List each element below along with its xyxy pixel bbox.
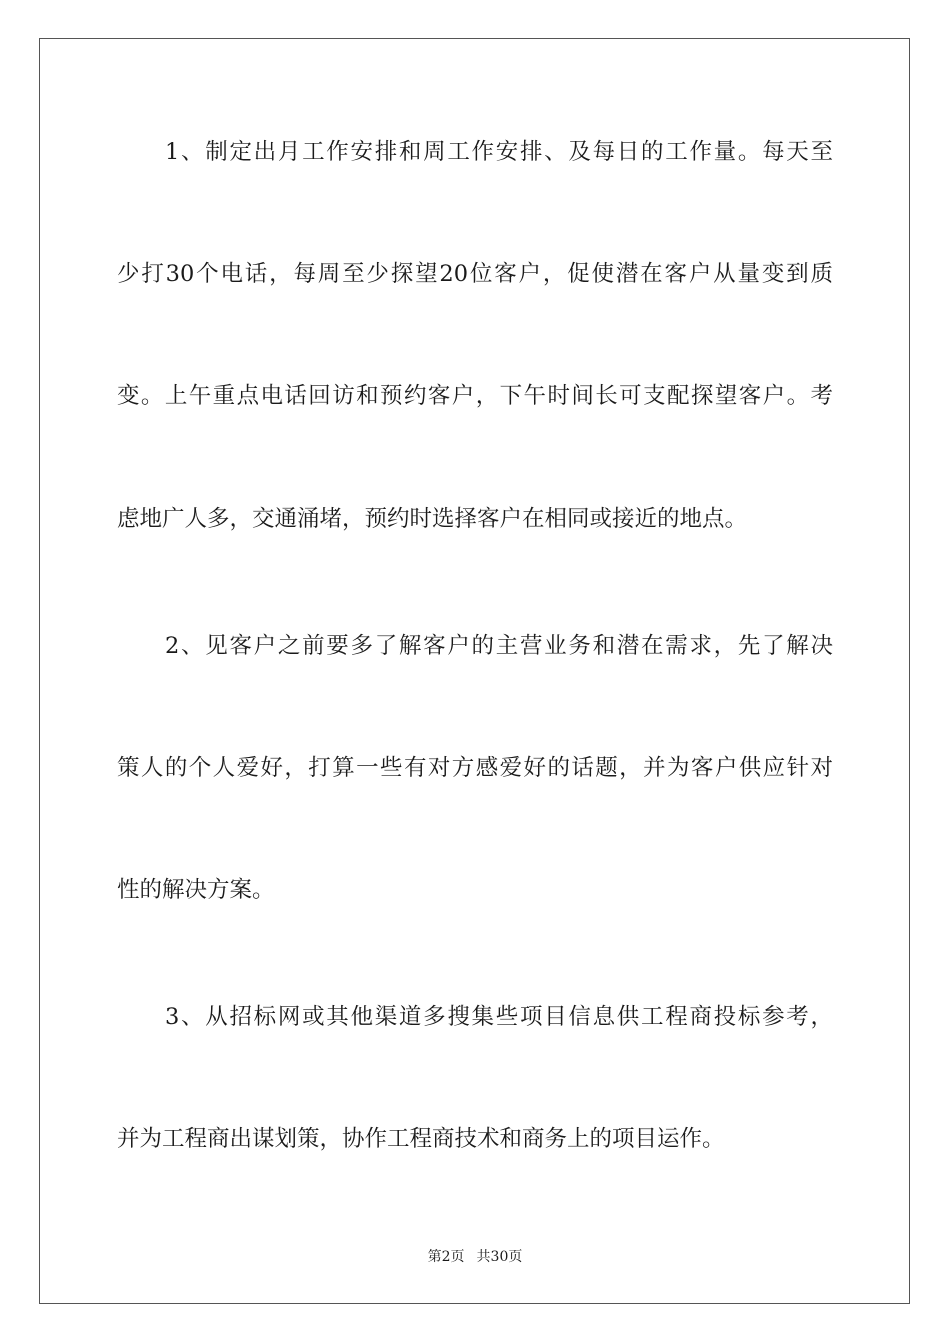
page-number-total: 共30页 [476, 1249, 523, 1265]
page-frame [39, 38, 910, 1304]
paragraph-3-line-1: 3、从招标网或其他渠道多搜集些项目信息供工程商投标参考， [165, 1004, 833, 1030]
paragraph-3-line-2: 并为工程商出谋划策，协作工程商技术和商务上的项目运作。 [117, 1126, 725, 1152]
paragraph-1-line-2: 少打30个电话，每周至少探望20位客户，促使潜在客户从量变到质 [117, 261, 833, 287]
paragraph-2-line-2: 策人的个人爱好，打算一些有对方感爱好的话题，并为客户供应针对 [117, 755, 833, 781]
paragraph-2-line-1: 2、见客户之前要多了解客户的主营业务和潜在需求，先了解决 [165, 633, 833, 659]
paragraph-1-line-4: 虑地广人多，交通涌堵，预约时选择客户在相同或接近的地点。 [117, 506, 748, 532]
paragraph-2-line-3: 性的解决方案。 [117, 877, 275, 903]
paragraph-1-line-3: 变。上午重点电话回访和预约客户，下午时间长可支配探望客户。考 [117, 383, 833, 409]
page-footer [0, 1247, 950, 1267]
page-number-current: 第2页 [427, 1249, 465, 1265]
paragraph-1-line-1: 1、制定出月工作安排和周工作安排、及每日的工作量。每天至 [165, 139, 833, 165]
